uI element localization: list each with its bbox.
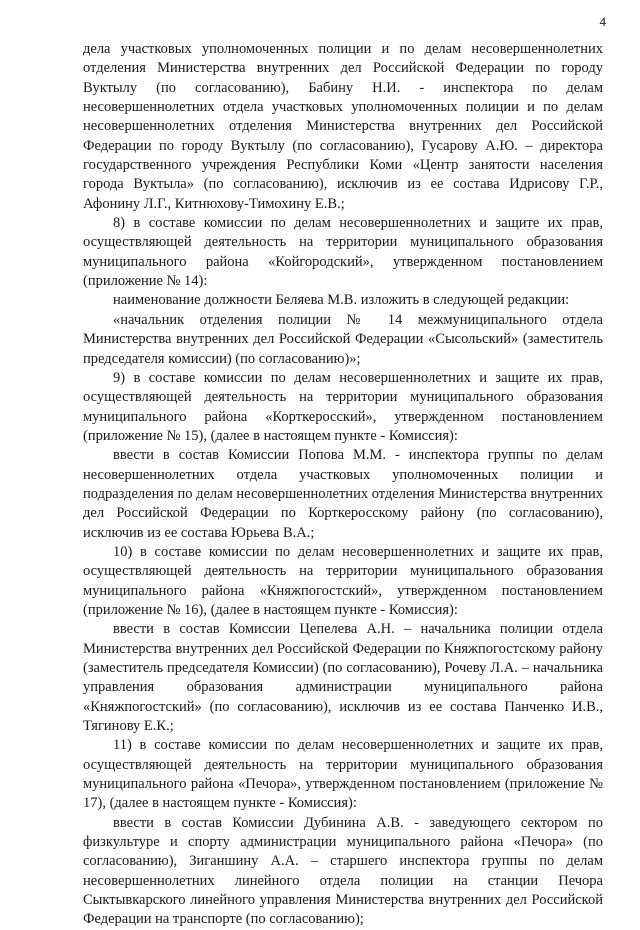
document-body: [83, 40, 603, 930]
paragraph-item-8-quote: «начальник отделения полиции № 14 межмуниципального отдела Министерства внутренних дел Российской Федерации «Сысольский» (заместитель председателя комиссии) (по согласованию)»;: [83, 311, 603, 367]
page-number: 4: [599, 14, 606, 29]
paragraph-item-9-instruction: ввести в состав Комиссии Попова М.М. - инспектора группы по делам несовершеннолетних отдела участковых уполномоченных полиции и подразделения по делам несовершеннолетних отделения Министерства внутренних дел Российской Федерации по Корткеросскому району (по согласованию), исключив из ее состава Юрьева В.А.;: [83, 447, 603, 541]
paragraph-item-8-instruction: наименование должности Беляева М.В. изложить в следующей редакции:: [113, 292, 570, 309]
paragraph-item-11-instruction: ввести в состав Комиссии Дубинина А.В. - заведующего сектором по физкультуре и спорту администрации муниципального района «Печора» (по согласованию), Зиганшину А.А. – старшего инспектора группы по делам несовершеннолетних линейного отдела полиции на станции Печора Сыктывкарского линейного управления Министерства внутренних дел Российской Федерации на транспорте (по согласованию);: [83, 814, 603, 928]
paragraph-item-11: 11) в составе комиссии по делам несовершеннолетних и защите их прав, осуществляющей деятельность на территории муниципального образования муниципального района «Печора», утвержденном постановлением (приложение № 17), (далее в настоящем пункте - Комиссия):: [83, 737, 603, 812]
paragraph-continuation: дела участковых уполномоченных полиции и по делам несовершеннолетних отделения Министерства внутренних дел Российской Федерации по городу Вуктылу (по согласованию), Бабину Н.И. - инспектора по делам несовершеннолетних отдела участковых уполномоченных полиции и по делам несовершеннолетних отделения Министерства внутренних дел Российской Федерации по городу Вуктылу (по согласованию), Гусарову А.Ю. – директора государственного учреждения Республики Коми «Центр занятости населения города Вуктыла» (по согласованию), исключив из ее состава Идрисову Г.Р., Афонину Л.Г., Китнюхову-Тимохину Е.В.;: [83, 41, 603, 212]
paragraph-item-9: 9) в составе комиссии по делам несовершеннолетних и защите их прав, осуществляющей деятельность на территории муниципального образования муниципального района «Корткеросский», утвержденном постановлением (приложение № 15), (далее в настоящем пункте - Комиссия):: [83, 369, 603, 444]
paragraph-item-10-instruction: ввести в состав Комиссии Цепелева А.Н. – начальника полиции отдела Министерства внутренних дел Российской Федерации по Княжпогостскому району (заместитель председателя Комиссии) (по согласованию), Рочеву Л.А. – начальника управления образования администрации муниципального района «Княжпогостский» (по согласованию), исключив из ее состава Панченко И.В., Тягинову Е.К.;: [83, 621, 603, 735]
paragraph-item-10: 10) в составе комиссии по делам несовершеннолетних и защите их прав, осуществляющей деятельность на территории муниципального образования муниципального района «Княжпогостский», утвержденном постановлением (приложение № 16), (далее в настоящем пункте - Комиссия):: [83, 543, 603, 618]
paragraph-item-8: 8) в составе комиссии по делам несовершеннолетних и защите их прав, осуществляющей деятельность на территории муниципального образования муниципального района «Койгородский», утвержденном постановлением (приложение № 14):: [83, 215, 603, 290]
